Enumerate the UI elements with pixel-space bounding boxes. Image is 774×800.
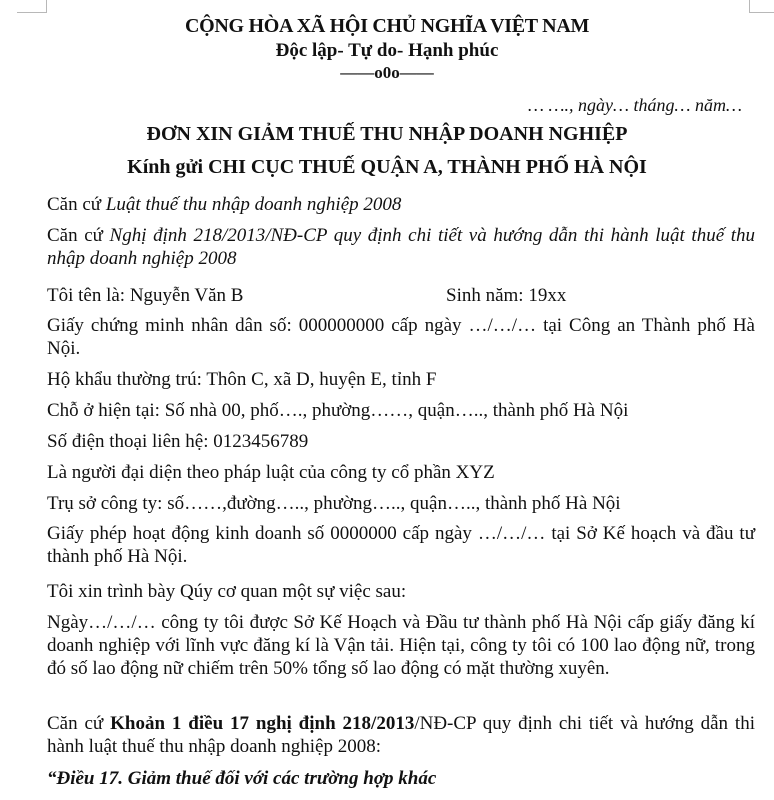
- applicant-birth-year: Sinh năm: 19xx: [446, 285, 567, 306]
- recipient-line: [0, 156, 774, 179]
- applicant-id: Giấy chứng minh nhân dân số: 000000000 cấp ngày …/…/… tại Công an Thành phố Hà Nội.: [47, 315, 755, 359]
- legal-basis-prefix: Căn cứ: [47, 194, 106, 215]
- applicant-current-address: Chỗ ở hiện tại: Số nhà 00, phố…., phường……, quận….., thành phố Hà Nội: [47, 400, 629, 421]
- legal-basis-decree: Nghị định 218/2013/NĐ-CP quy định chi tiết và hướng dẫn thi hành luật thuế thu nhập doanh nghiệp 2008: [47, 225, 755, 269]
- document-title: ĐƠN XIN GIẢM THUẾ THU NHẬP DOANH NGHIỆP: [146, 123, 628, 145]
- legal-basis-law: Luật thuế thu nhập doanh nghiệp 2008: [105, 194, 402, 215]
- recipient: CHI CỤC THUẾ QUẬN A, THÀNH PHỐ HÀ NỘI: [208, 156, 647, 178]
- applicant-phone: Số điện thoại liên hệ: 0123456789: [47, 431, 309, 452]
- national-title: CỘNG HÒA XÃ HỘI CHỦ NGHĨA VIỆT NAM: [184, 15, 590, 37]
- basis-rest: /NĐ-CP quy định chi tiết và hướng dẫn thi hành luật thuế thu nhập doanh nghiệp 2008:: [47, 713, 755, 757]
- basis-prefix: Căn cứ: [47, 713, 111, 734]
- motto: Độc lập- Tự do- Hạnh phúc: [275, 40, 499, 61]
- basis-clause: Khoản 1 điều 17 nghị định 218/2013: [110, 713, 415, 734]
- body-intro: Tôi xin trình bày Qúy cơ quan một sự việc sau:: [47, 581, 407, 602]
- legal-basis-prefix: Căn cứ: [47, 225, 110, 246]
- applicant-residence: Hộ khẩu thường trú: Thôn C, xã D, huyện E, tỉnh F: [47, 369, 437, 390]
- page-corner-mark-right: [749, 0, 774, 13]
- recipient-prefix: Kính gửi: [127, 156, 204, 178]
- page-corner-mark-left: [17, 0, 47, 13]
- company-address: Trụ sở công ty: số……,đường….., phường….., quận….., thành phố Hà Nội: [47, 493, 621, 514]
- legal-basis-2: [47, 224, 755, 270]
- separator: ——o0o——: [340, 63, 434, 82]
- legal-basis-1: [47, 193, 755, 216]
- business-license: Giấy phép hoạt động kinh doanh số 0000000 cấp ngày …/…/… tại Sở Kế hoạch và đầu tư thành phố Hà Nội.: [47, 523, 755, 567]
- article-heading: “Điều 17. Giảm thuế đối với các trường hợp khác: [47, 768, 437, 789]
- applicant-representative: Là người đại diện theo pháp luật của công ty cổ phần XYZ: [47, 462, 495, 483]
- applicant-name: Tôi tên là: Nguyễn Văn B: [47, 285, 244, 306]
- body-basis: [47, 712, 755, 758]
- body-facts: Ngày…/…/… công ty tôi được Sở Kế Hoạch và Đầu tư thành phố Hà Nội cấp giấy đăng kí doanh nghiệp với lĩnh vực đăng kí là Vận tải. Hiện tại, công ty tôi có 100 lao động nữ, trong đó số lao động nữ chiếm trên 50% tổng số lao động có mặt thường xuyên.: [47, 612, 755, 679]
- date-line: … …., ngày… tháng… năm…: [527, 95, 742, 115]
